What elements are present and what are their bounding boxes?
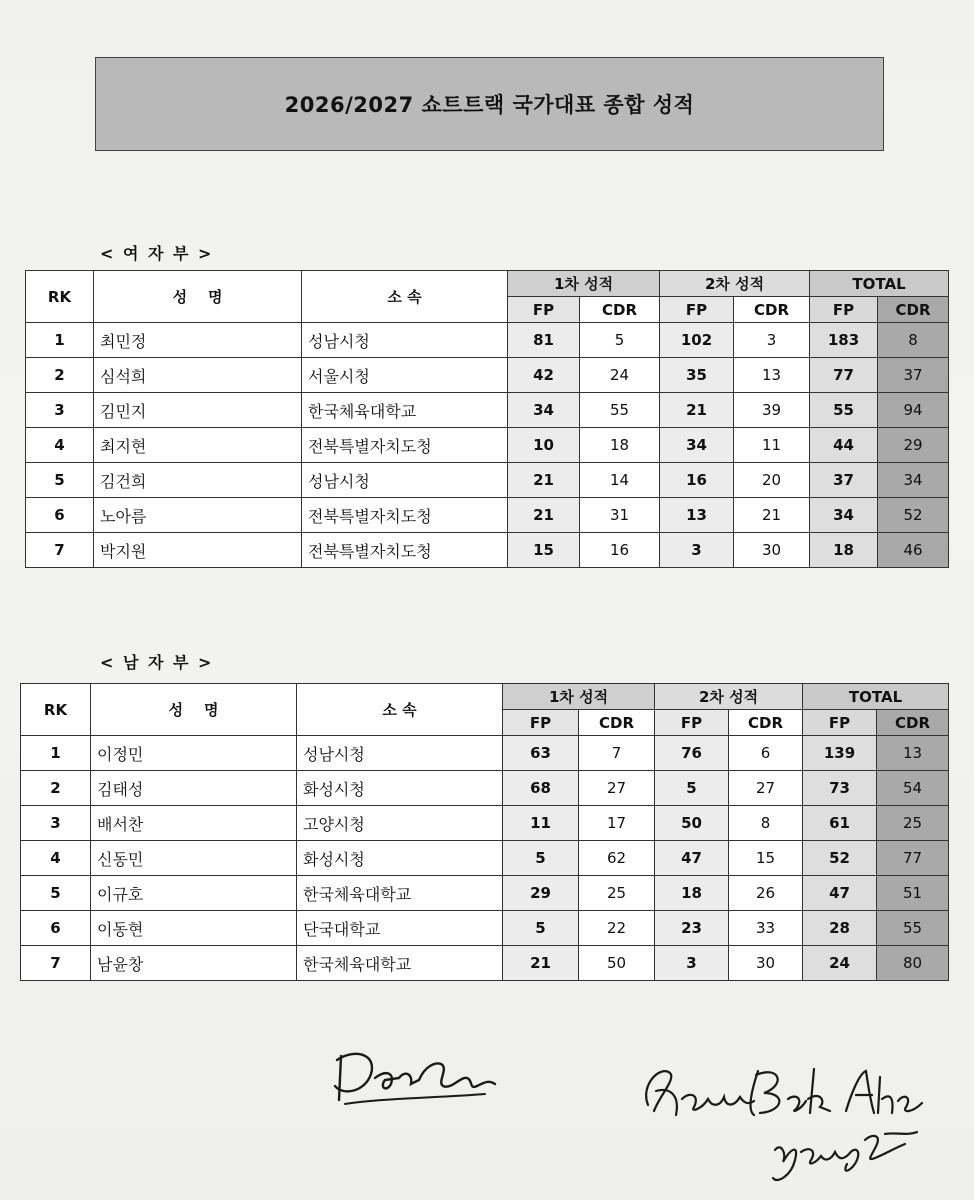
header-cdr: CDR [734,297,810,323]
table-row [21,911,949,946]
team-cell: 한국체육대학교 [297,876,503,911]
round2-fp-cell: 16 [660,463,734,498]
round2-fp-cell: 13 [660,498,734,533]
round1-fp-cell: 68 [503,771,579,806]
total-fp-cell: 47 [803,876,877,911]
round1-fp-cell: 81 [508,323,580,358]
round1-fp-cell: 11 [503,806,579,841]
header-rk: RK [26,271,94,323]
round2-cdr-cell: 30 [734,533,810,568]
rank-cell: 1 [21,736,91,771]
athlete-name-cell: 박지원 [94,533,302,568]
table-row [21,946,949,981]
round1-cdr-cell: 50 [579,946,655,981]
round2-cdr-cell: 27 [729,771,803,806]
header-team: 소 속 [302,271,508,323]
rank-cell: 4 [26,428,94,463]
round1-cdr-cell: 22 [579,911,655,946]
total-cdr-cell: 94 [878,393,949,428]
total-fp-cell: 24 [803,946,877,981]
athlete-name-cell: 이규호 [91,876,297,911]
round1-cdr-cell: 25 [579,876,655,911]
total-fp-cell: 73 [803,771,877,806]
total-cdr-cell: 34 [878,463,949,498]
round2-fp-cell: 47 [655,841,729,876]
table-row [21,736,949,771]
athlete-name-cell: 남윤창 [91,946,297,981]
athlete-name-cell: 신동민 [91,841,297,876]
men-section-label: < 남 자 부 > [100,653,214,672]
athlete-name-cell: 최지현 [94,428,302,463]
team-cell: 한국체육대학교 [302,393,508,428]
table-row [26,498,949,533]
rank-cell: 7 [21,946,91,981]
men-results-table [20,683,949,981]
rank-cell: 4 [21,841,91,876]
header-round1: 1차 성적 [508,271,660,297]
header-total: TOTAL [803,684,949,710]
round1-cdr-cell: 5 [580,323,660,358]
athlete-name-cell: 심석희 [94,358,302,393]
signature-1 [325,1040,505,1120]
round1-fp-cell: 5 [503,911,579,946]
round2-fp-cell: 35 [660,358,734,393]
round2-fp-cell: 102 [660,323,734,358]
total-cdr-cell: 54 [877,771,949,806]
athlete-name-cell: 이정민 [91,736,297,771]
round2-cdr-cell: 15 [729,841,803,876]
table-row [26,428,949,463]
round2-cdr-cell: 6 [729,736,803,771]
header-fp: FP [503,710,579,736]
round2-fp-cell: 34 [660,428,734,463]
total-fp-cell: 52 [803,841,877,876]
header-round2: 2차 성적 [655,684,803,710]
table-row [26,358,949,393]
athlete-name-cell: 노아름 [94,498,302,533]
total-fp-cell: 28 [803,911,877,946]
table-row [21,806,949,841]
round2-fp-cell: 23 [655,911,729,946]
athlete-name-cell: 김건희 [94,463,302,498]
team-cell: 전북특별자치도청 [302,533,508,568]
team-cell: 서울시청 [302,358,508,393]
header-total: TOTAL [810,271,949,297]
round1-cdr-cell: 18 [580,428,660,463]
header-fp: FP [810,297,878,323]
round1-cdr-cell: 27 [579,771,655,806]
team-cell: 성남시청 [302,323,508,358]
women-section-label: < 여 자 부 > [100,244,214,263]
total-cdr-cell: 46 [878,533,949,568]
round1-cdr-cell: 14 [580,463,660,498]
round1-fp-cell: 29 [503,876,579,911]
team-cell: 성남시청 [302,463,508,498]
header-cdr: CDR [580,297,660,323]
table-row [21,876,949,911]
team-cell: 전북특별자치도청 [302,428,508,463]
header-cdr: CDR [579,710,655,736]
header-round2: 2차 성적 [660,271,810,297]
total-cdr-cell: 51 [877,876,949,911]
round2-fp-cell: 76 [655,736,729,771]
signature-3 [765,1120,925,1190]
rank-cell: 7 [26,533,94,568]
round1-fp-cell: 21 [508,463,580,498]
round2-cdr-cell: 8 [729,806,803,841]
header-cdr: CDR [878,297,949,323]
team-cell: 전북특별자치도청 [302,498,508,533]
round2-cdr-cell: 39 [734,393,810,428]
round1-fp-cell: 5 [503,841,579,876]
round1-cdr-cell: 62 [579,841,655,876]
total-fp-cell: 61 [803,806,877,841]
round1-fp-cell: 15 [508,533,580,568]
rank-cell: 6 [21,911,91,946]
round1-cdr-cell: 24 [580,358,660,393]
athlete-name-cell: 최민정 [94,323,302,358]
round2-fp-cell: 5 [655,771,729,806]
round1-fp-cell: 21 [503,946,579,981]
total-fp-cell: 183 [810,323,878,358]
header-fp: FP [660,297,734,323]
round2-cdr-cell: 33 [729,911,803,946]
athlete-name-cell: 김민지 [94,393,302,428]
round2-cdr-cell: 26 [729,876,803,911]
round2-cdr-cell: 13 [734,358,810,393]
round1-fp-cell: 34 [508,393,580,428]
round2-cdr-cell: 11 [734,428,810,463]
total-cdr-cell: 8 [878,323,949,358]
total-cdr-cell: 77 [877,841,949,876]
total-cdr-cell: 37 [878,358,949,393]
total-cdr-cell: 55 [877,911,949,946]
team-cell: 화성시청 [297,771,503,806]
table-row [26,393,949,428]
athlete-name-cell: 김태성 [91,771,297,806]
total-fp-cell: 37 [810,463,878,498]
header-team: 소 속 [297,684,503,736]
total-cdr-cell: 52 [878,498,949,533]
header-fp: FP [803,710,877,736]
total-fp-cell: 44 [810,428,878,463]
total-cdr-cell: 25 [877,806,949,841]
rank-cell: 1 [26,323,94,358]
round2-fp-cell: 3 [655,946,729,981]
total-cdr-cell: 13 [877,736,949,771]
team-cell: 화성시청 [297,841,503,876]
round2-fp-cell: 50 [655,806,729,841]
rank-cell: 3 [21,806,91,841]
rank-cell: 2 [21,771,91,806]
round2-fp-cell: 18 [655,876,729,911]
table-row [26,463,949,498]
round2-cdr-cell: 3 [734,323,810,358]
rank-cell: 5 [26,463,94,498]
athlete-name-cell: 배서찬 [91,806,297,841]
header-cdr: CDR [877,710,949,736]
table-row [26,323,949,358]
rank-cell: 6 [26,498,94,533]
team-cell: 성남시청 [297,736,503,771]
round2-cdr-cell: 30 [729,946,803,981]
header-name: 성 명 [91,684,297,736]
rank-cell: 2 [26,358,94,393]
round1-fp-cell: 63 [503,736,579,771]
total-fp-cell: 18 [810,533,878,568]
total-cdr-cell: 80 [877,946,949,981]
header-fp: FP [508,297,580,323]
round2-fp-cell: 3 [660,533,734,568]
round2-cdr-cell: 20 [734,463,810,498]
team-cell: 한국체육대학교 [297,946,503,981]
total-fp-cell: 77 [810,358,878,393]
round2-cdr-cell: 21 [734,498,810,533]
total-fp-cell: 34 [810,498,878,533]
total-cdr-cell: 29 [878,428,949,463]
total-fp-cell: 55 [810,393,878,428]
round1-cdr-cell: 7 [579,736,655,771]
header-name: 성 명 [94,271,302,323]
rank-cell: 3 [26,393,94,428]
round1-fp-cell: 21 [508,498,580,533]
header-round1: 1차 성적 [503,684,655,710]
team-cell: 고양시청 [297,806,503,841]
round1-cdr-cell: 16 [580,533,660,568]
document-title: 2026/2027 쇼트트랙 국가대표 종합 성적 [95,57,884,151]
round1-fp-cell: 42 [508,358,580,393]
round1-cdr-cell: 55 [580,393,660,428]
table-row [21,771,949,806]
header-rk: RK [21,684,91,736]
team-cell: 단국대학교 [297,911,503,946]
round1-cdr-cell: 31 [580,498,660,533]
table-row [21,841,949,876]
total-fp-cell: 139 [803,736,877,771]
table-row [26,533,949,568]
athlete-name-cell: 이동현 [91,911,297,946]
rank-cell: 5 [21,876,91,911]
round1-fp-cell: 10 [508,428,580,463]
round2-fp-cell: 21 [660,393,734,428]
header-fp: FP [655,710,729,736]
round1-cdr-cell: 17 [579,806,655,841]
header-cdr: CDR [729,710,803,736]
women-results-table [25,270,949,568]
